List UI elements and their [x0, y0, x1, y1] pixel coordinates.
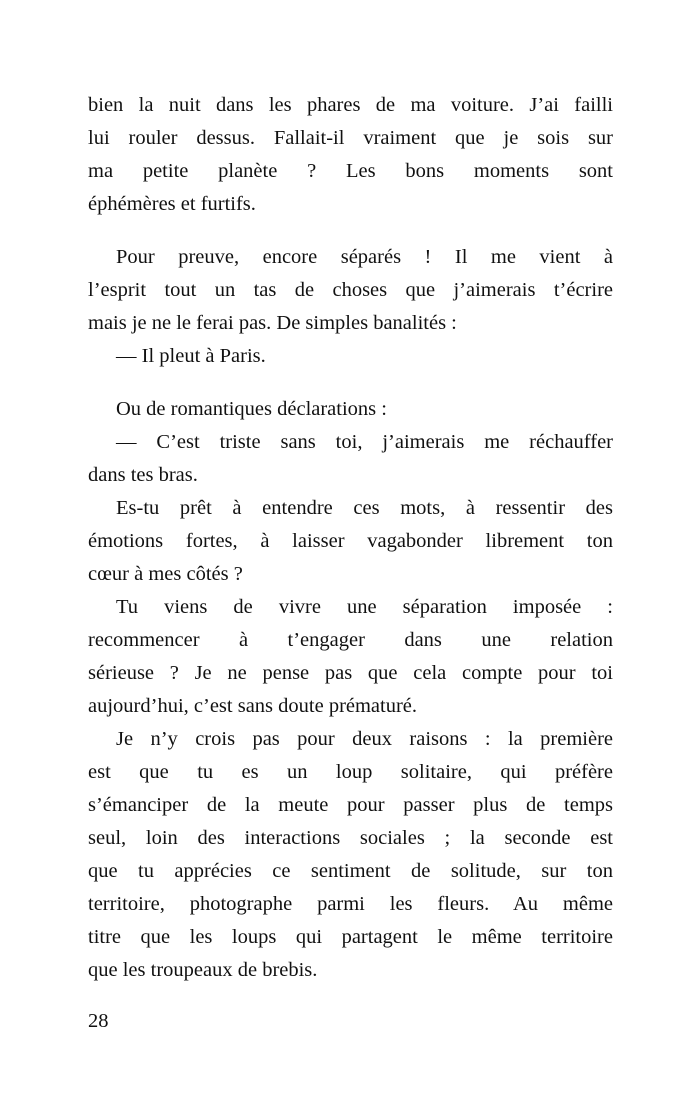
- text-line: Es-tu prêt à entendre ces mots, à ressentir des: [116, 497, 613, 519]
- text-line: éphémères et furtifs.: [88, 193, 256, 215]
- text-line: — Il pleut à Paris.: [116, 345, 266, 367]
- text-line: ma petite planète ? Les bons moments sont: [88, 160, 613, 182]
- text-line: Pour preuve, encore séparés ! Il me vient à: [116, 246, 613, 268]
- text-line: que tu apprécies ce sentiment de solitude, sur ton: [88, 860, 613, 882]
- text-line: titre que les loups qui partagent le même territoire: [88, 926, 613, 948]
- text-line: Je n’y crois pas pour deux raisons : la première: [116, 728, 613, 750]
- text-line: émotions fortes, à laisser vagabonder librement ton: [88, 530, 613, 552]
- text-line: l’esprit tout un tas de choses que j’aimerais t’écrire: [88, 279, 613, 301]
- text-line: dans tes bras.: [88, 464, 198, 486]
- text-line: est que tu es un loup solitaire, qui préfère: [88, 761, 613, 783]
- text-block: [88, 89, 613, 987]
- text-line: cœur à mes côtés ?: [88, 563, 243, 585]
- text-line: sérieuse ? Je ne pense pas que cela compte pour toi: [88, 662, 613, 684]
- text-line: s’émanciper de la meute pour passer plus de temps: [88, 794, 613, 816]
- text-line: lui rouler dessus. Fallait-il vraiment que je sois sur: [88, 127, 613, 149]
- page-number: 28: [88, 1010, 109, 1032]
- text-line: territoire, photographe parmi les fleurs. Au même: [88, 893, 613, 915]
- text-line: aujourd’hui, c’est sans doute prématuré.: [88, 695, 418, 717]
- text-line: Ou de romantiques déclarations :: [116, 398, 387, 420]
- text-line: que les troupeaux de brebis.: [88, 959, 318, 981]
- text-line: recommencer à t’engager dans une relation: [88, 629, 613, 651]
- text-line: mais je ne le ferai pas. De simples banalités :: [88, 312, 457, 334]
- text-line: seul, loin des interactions sociales ; la seconde est: [88, 827, 613, 849]
- text-line: bien la nuit dans les phares de ma voiture. J’ai failli: [88, 94, 613, 116]
- text-line: Tu viens de vivre une séparation imposée :: [116, 596, 613, 618]
- text-line: — C’est triste sans toi, j’aimerais me réchauffer: [116, 431, 613, 453]
